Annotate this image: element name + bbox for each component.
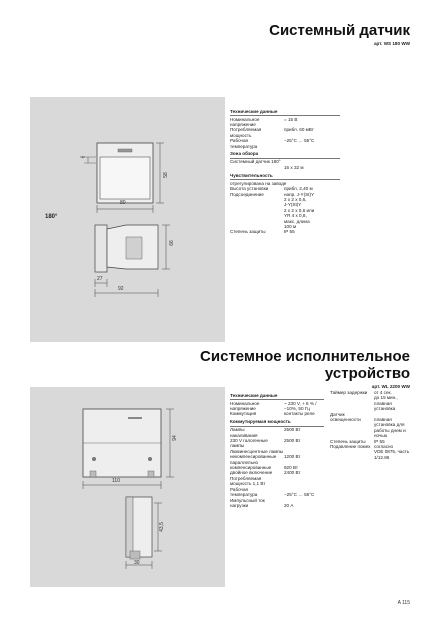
sensor-slot: [118, 149, 132, 152]
angle-label: 180°: [45, 214, 58, 220]
spec-row: 16 x 32 м: [284, 164, 304, 170]
spec-row: Высота установки прибл. 2,40 м: [230, 186, 313, 192]
actuator-specs-right: [330, 390, 412, 460]
spec-row: Коммутация контакты реле: [230, 411, 315, 417]
spec-row: Импульсный ток нагрузки 20 А: [230, 497, 294, 508]
zone-heading: Зона обзора: [230, 151, 259, 157]
spec-row: двойное включение 2400 Вт: [230, 470, 301, 476]
sensor-side-base: [95, 225, 107, 272]
dim-label-110: 110: [112, 478, 120, 484]
sensor-drawing: [30, 97, 225, 342]
dim-label-43-5: 43,5: [158, 522, 165, 532]
section2-title: Системное исполнительное устройство: [200, 348, 410, 382]
actuator-drawing-panel: [30, 387, 225, 587]
spec-row: Подавление помех согласно VDE 0875, часть 1/12.86: [330, 444, 410, 460]
dim-label-66: 66: [168, 240, 175, 246]
dim-label-92: 92: [118, 286, 124, 292]
spec-row: Таймер задержки от 4 сек. до 15 мин., плавная установка: [330, 390, 398, 412]
section1-article: арт. WS 180 WW: [374, 41, 410, 46]
dim-label-94: 94: [171, 435, 178, 441]
power-heading: Коммутируемая мощность: [230, 419, 291, 425]
spec-row: Рабочая температура −25°C … 55°C: [230, 138, 315, 149]
sensor-drawing-panel: [30, 97, 225, 342]
dim-label-58: 58: [162, 172, 169, 178]
spec-row: Системный датчик 180°: [230, 159, 281, 165]
spec-row: параллельно компенсированные 920 Вт: [230, 459, 298, 471]
spec-row: Степень защиты IP 55: [330, 438, 385, 444]
spec-row: Подсоединение напр. J-Y(St)Y 2 x 2 x 0,6, J-Y(St)Y 2 x 2 x 0,6 или YR 4 x 0,8, макс. длина 100 м: [230, 191, 315, 229]
specs-heading: Технические данные: [230, 108, 278, 114]
spec-row: Люминесцентные лампы некомпенсированные 1200 Вт: [230, 448, 301, 460]
spec-row: Номинальное напряжение ~ 230 V, + 6 % / −10%, 50 Гц: [230, 400, 317, 411]
dim-label-80: 80: [120, 200, 126, 206]
actuator-drawing: [30, 387, 225, 587]
spec-row: Потребляемая мощность прибл. 60 мВт: [230, 127, 314, 138]
sensitivity-heading: Чувствительность: [230, 172, 273, 178]
actuator-screw-icon: [92, 457, 96, 461]
actuator-specs-left: [230, 390, 324, 508]
spec-row: Потребляемая мощность 1,1 Вт: [230, 475, 266, 487]
dim-label-27: 27: [97, 276, 103, 282]
dim-label-30: 30: [134, 560, 140, 566]
dim-label-6: 6: [80, 155, 87, 159]
specs-heading: Технические данные: [230, 392, 278, 398]
actuator-screw-icon: [148, 457, 152, 461]
spec-row: 230 V галогенные лампы 2500 Вт: [230, 438, 301, 449]
spec-row: Номинальное напряжение = 15 В: [230, 116, 298, 127]
section2-article: арт. WL 2200 WW: [371, 384, 410, 389]
section1-title: Системный датчик: [269, 22, 410, 39]
sensor-lens: [100, 157, 150, 199]
page-number: A 115: [397, 600, 410, 606]
sensor-specs: [230, 106, 340, 235]
spec-row: Степень защиты IP 55: [230, 229, 295, 235]
spec-row: Рабочая температура −25°C … 55°C: [230, 486, 315, 498]
spec-row: отрегулирована на заводе: [230, 180, 287, 186]
spec-row: Лампы накаливания 2500 Вт: [230, 427, 301, 438]
spec-row: Датчик освещенности плавная установка для работы днем и ночью: [330, 411, 406, 439]
